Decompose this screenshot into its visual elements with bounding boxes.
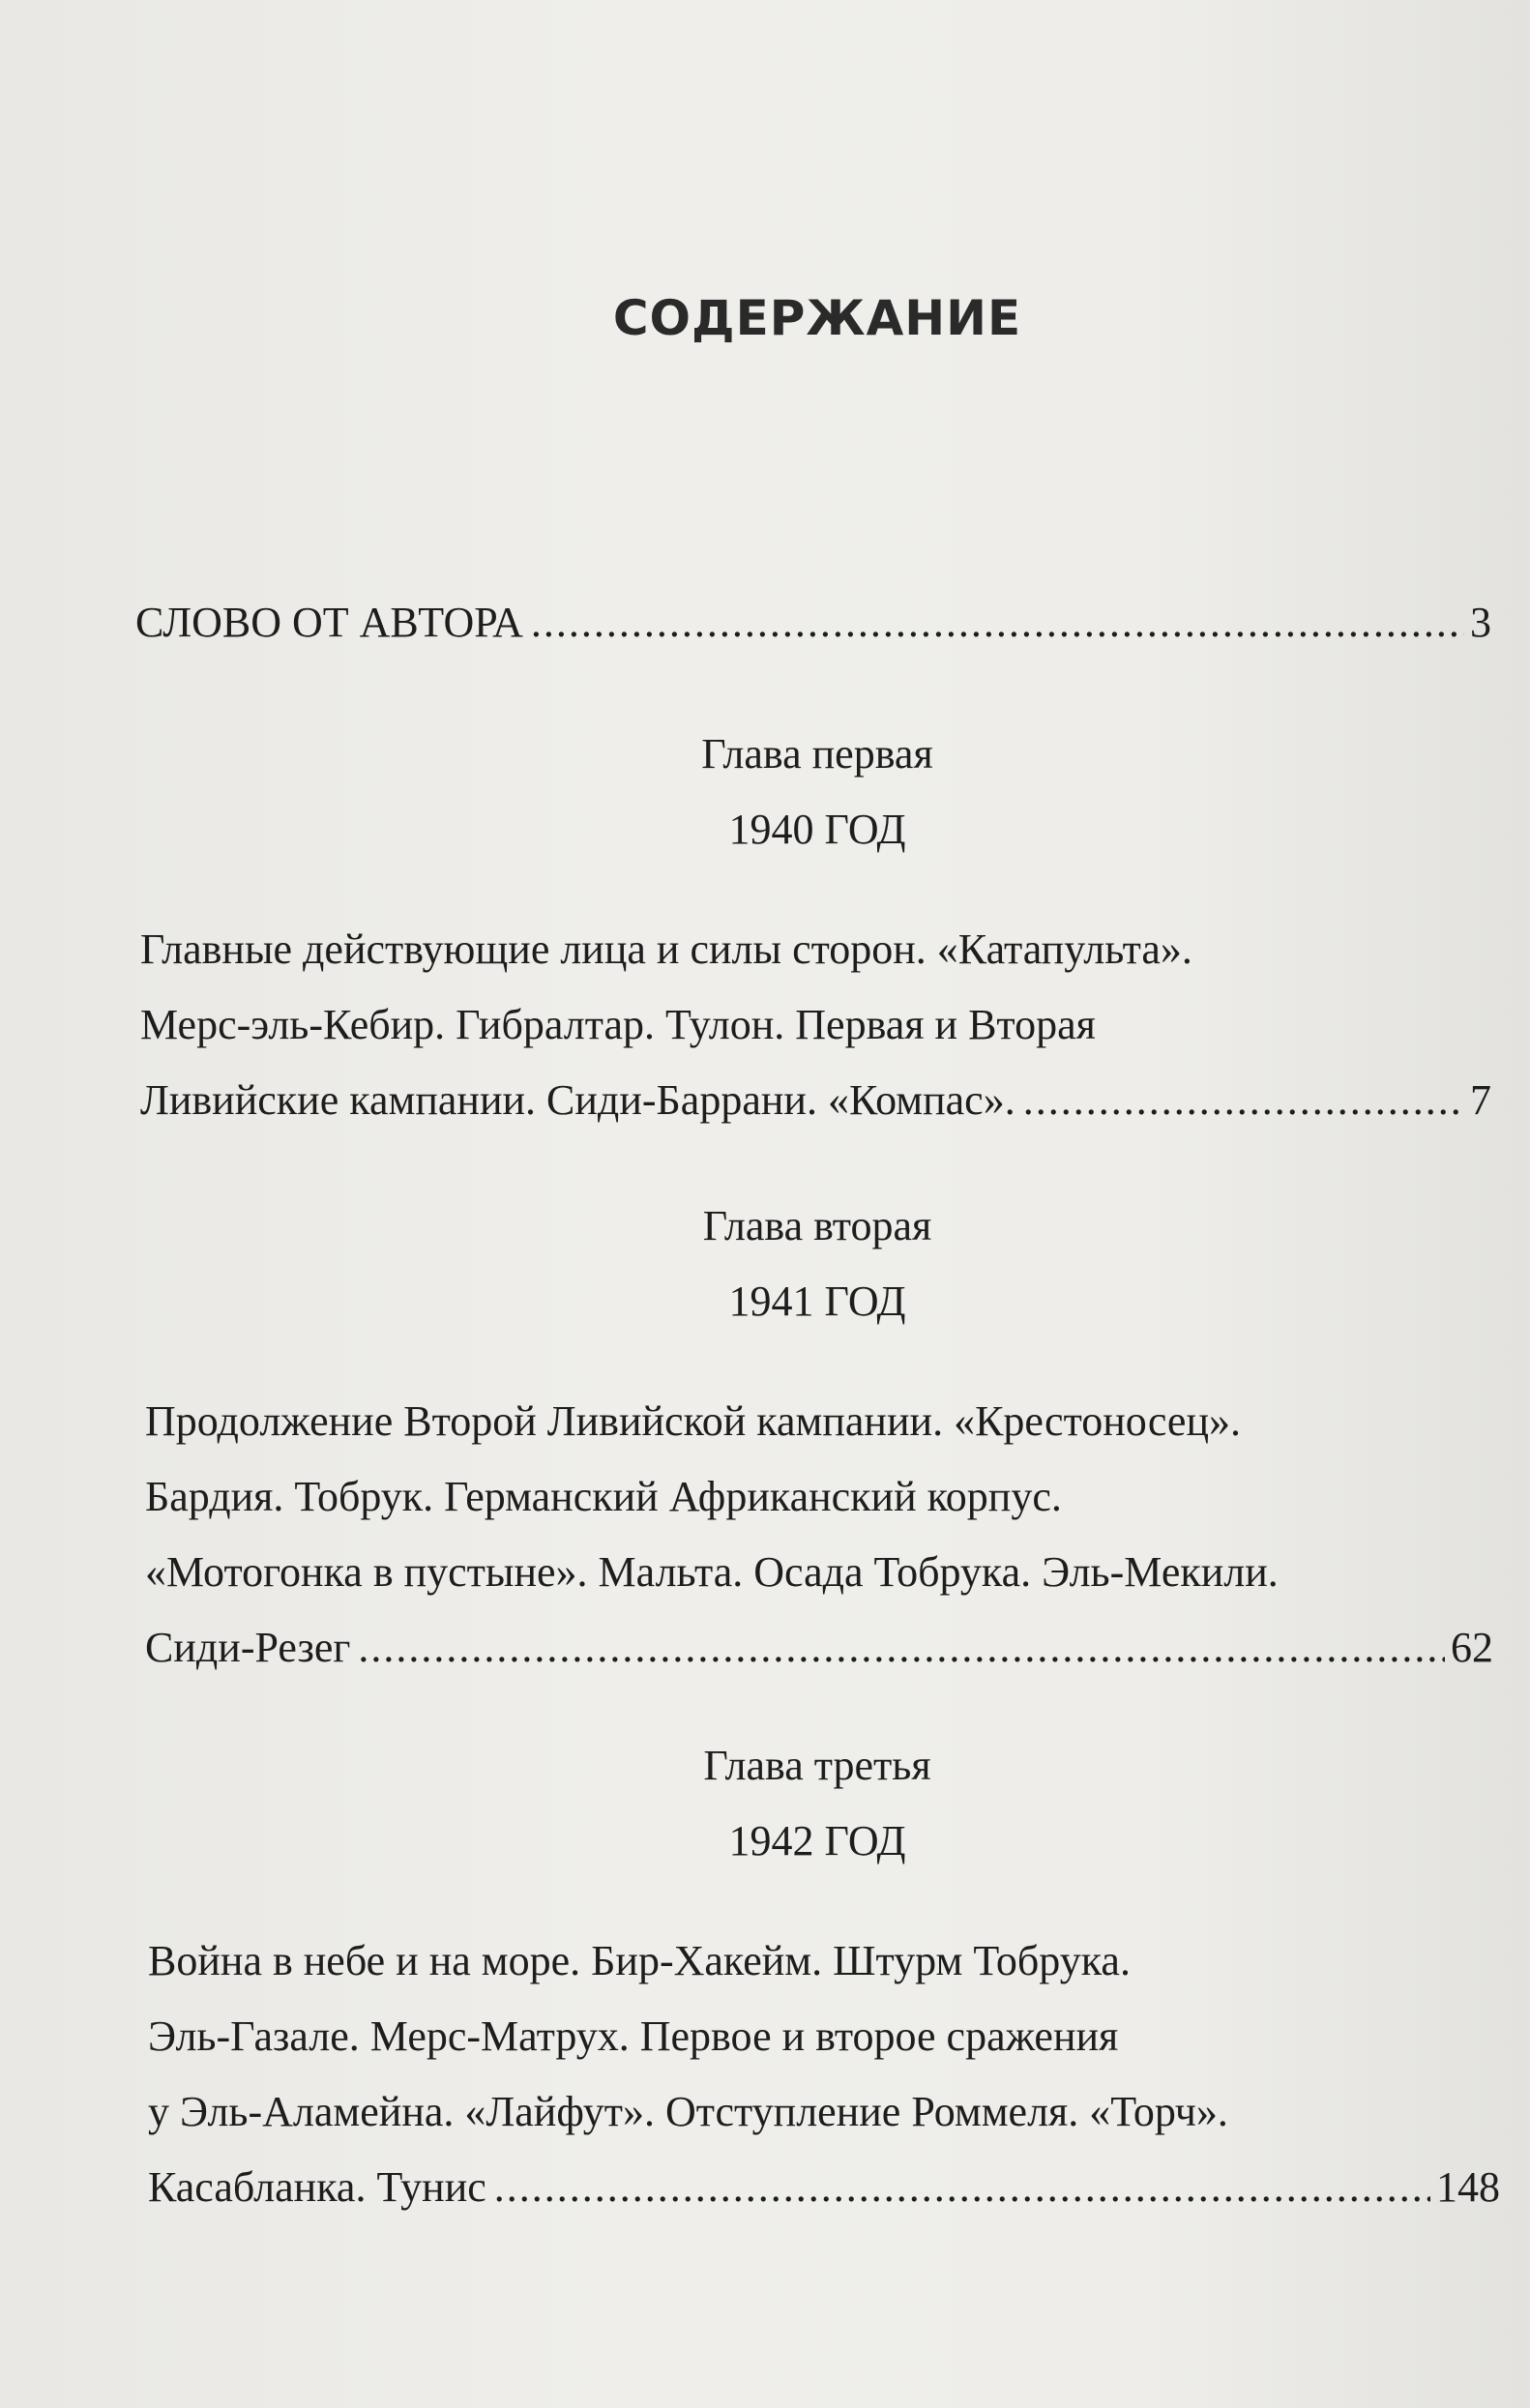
dot-leader	[358, 1627, 1445, 1669]
toc-entry-label: СЛОВО ОТ АВТОРА	[135, 599, 523, 646]
toc-entry-chapter-2	[145, 1624, 1493, 1671]
chapter-label: Глава вторая	[702, 1202, 932, 1249]
chapter-year: 1941 ГОД	[728, 1277, 906, 1325]
chapter-summary-line: Касабланка. Тунис	[148, 2163, 486, 2211]
page-title: СОДЕРЖАНИЕ	[612, 290, 1022, 346]
chapter-label: Глава первая	[701, 730, 933, 778]
toc-page-number: 62	[1451, 1624, 1493, 1671]
toc-entry-intro	[135, 599, 1491, 646]
chapter-label: Глава третья	[703, 1742, 931, 1789]
dot-leader	[1023, 1079, 1464, 1122]
chapter-summary-line: Мерс-эль-Кебир. Гибралтар. Тулон. Первая и Вторая	[140, 1001, 1096, 1048]
dot-leader	[531, 602, 1464, 644]
dot-leader	[494, 2166, 1430, 2209]
chapter-year: 1942 ГОД	[728, 1817, 906, 1865]
chapter-summary-line: «Мотогонка в пустыне». Мальта. Осада Тобрука. Эль-Мекили.	[145, 1548, 1279, 1596]
chapter-summary-line: Ливийские кампании. Сиди-Баррани. «Компас».	[140, 1076, 1015, 1124]
chapter-summary-line: Эль-Газале. Мерс-Матрух. Первое и второе сражения	[148, 2012, 1119, 2060]
chapter-summary-line: Война в небе и на море. Бир-Хакейм. Штурм Тобрука.	[148, 1937, 1131, 1984]
toc-page-number: 148	[1436, 2163, 1500, 2211]
toc-page-number: 3	[1470, 599, 1491, 646]
chapter-year: 1940 ГОД	[728, 806, 906, 853]
chapter-summary-line: Сиди-Резег	[145, 1624, 351, 1671]
chapter-summary-line: Продолжение Второй Ливийской кампании. «Крестоносец».	[145, 1397, 1241, 1445]
toc-entry-chapter-3	[148, 2163, 1500, 2211]
toc-page-number: 7	[1470, 1076, 1491, 1124]
toc-entry-chapter-1	[140, 1076, 1491, 1124]
chapter-summary-line: Главные действующие лица и силы сторон. «Катапульта».	[140, 925, 1192, 973]
chapter-summary-line: у Эль-Аламейна. «Лайфут». Отступление Роммеля. «Торч».	[148, 2088, 1228, 2135]
chapter-summary-line: Бардия. Тобрук. Германский Африканский корпус.	[145, 1473, 1062, 1520]
